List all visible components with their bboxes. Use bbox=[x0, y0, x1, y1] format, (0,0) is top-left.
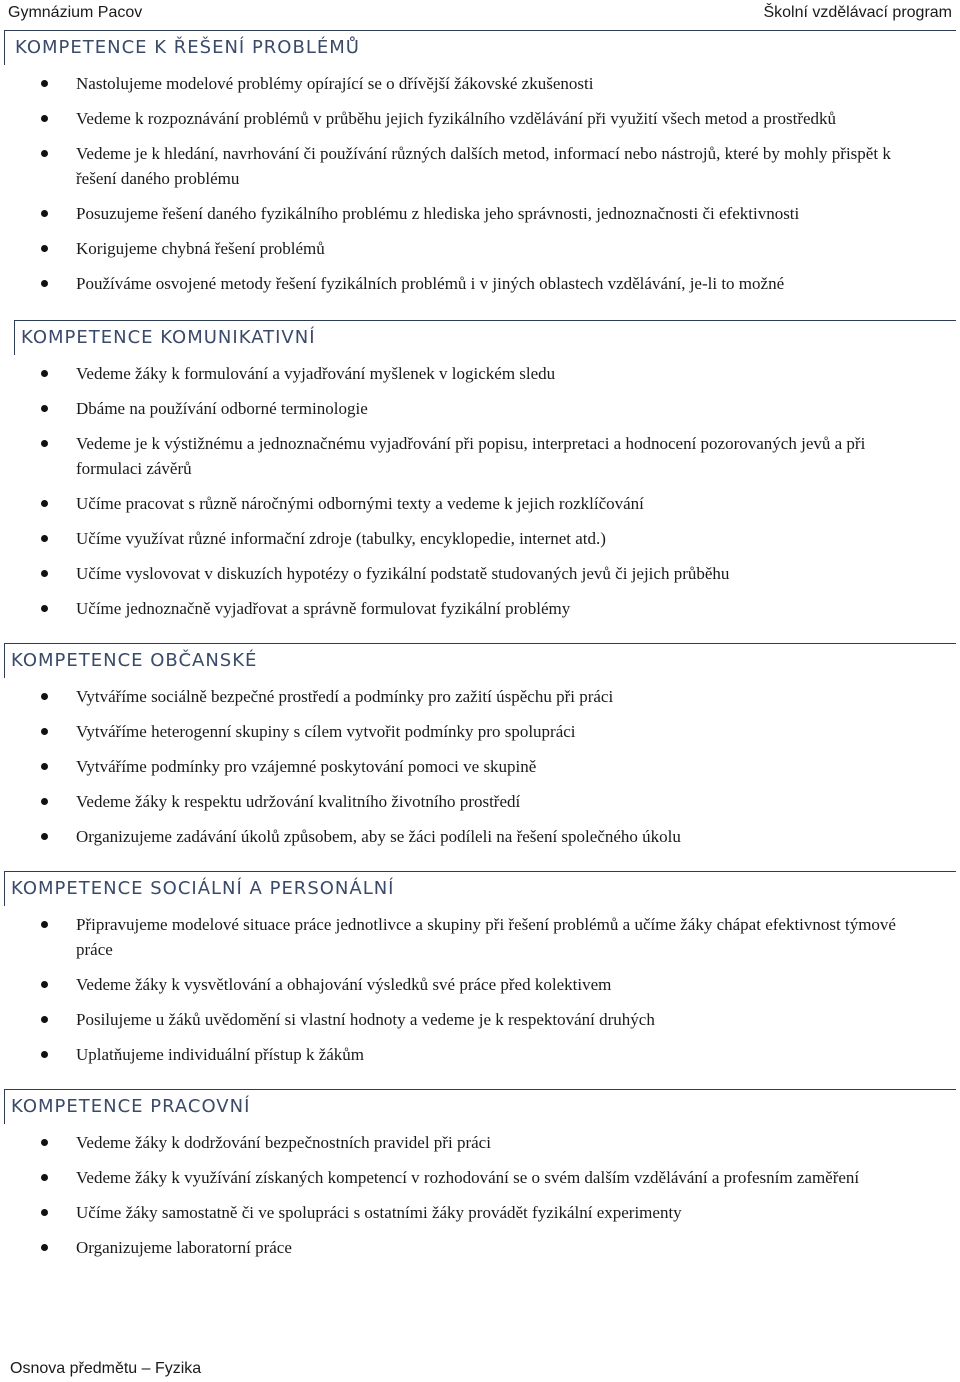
bullet-icon bbox=[41, 1244, 48, 1251]
section-heading: KOMPETENCE K ŘEŠENÍ PROBLÉMŮ bbox=[4, 30, 956, 65]
bullet-icon bbox=[41, 1209, 48, 1216]
list-item: Učíme vyslovovat v diskuzích hypotézy o fyzikální podstatě studovaných jevů či jejich průběhu bbox=[0, 561, 960, 586]
list-item: Vedeme žáky k dodržování bezpečnostních pravidel při práci bbox=[0, 1130, 960, 1155]
bullet-icon bbox=[41, 440, 48, 447]
bullet-icon bbox=[41, 500, 48, 507]
bullet-icon bbox=[41, 570, 48, 577]
document-body bbox=[0, 25, 960, 1270]
bullet-icon bbox=[41, 210, 48, 217]
section-social-personal bbox=[0, 871, 960, 1067]
bullet-icon bbox=[41, 280, 48, 287]
program-name: Školní vzdělávací program bbox=[763, 4, 952, 21]
list-item: Připravujeme modelové situace práce jednotlivce a skupiny při řešení problémů a učíme žáky chápat efektivnost týmové práce bbox=[0, 912, 960, 962]
list-item: Používáme osvojené metody řešení fyzikálních problémů i v jiných oblastech vzdělávání, je-li to možné bbox=[0, 271, 960, 296]
bullet-icon bbox=[41, 833, 48, 840]
list-item: Vedeme je k hledání, navrhování či používání různých dalších metod, informací nebo nástrojů, které by mohly přispět k řešení daného problému bbox=[0, 141, 960, 191]
list-item: Uplatňujeme individuální přístup k žákům bbox=[0, 1042, 960, 1067]
section-heading: KOMPETENCE OBČANSKÉ bbox=[4, 643, 956, 678]
list-item: Vedeme k rozpoznávání problémů v průběhu jejich fyzikálního vzdělávání při využití všech metod a prostředků bbox=[0, 106, 960, 131]
list-item: Vytváříme podmínky pro vzájemné poskytování pomoci ve skupině bbox=[0, 754, 960, 779]
bullet-icon bbox=[41, 1016, 48, 1023]
list-item: Vedeme je k výstižnému a jednoznačnému vyjadřování při popisu, interpretaci a hodnocení pozorovaných jevů a při formulaci závěrů bbox=[0, 431, 960, 481]
bullet-icon bbox=[41, 798, 48, 805]
bullet-icon bbox=[41, 245, 48, 252]
bullet-icon bbox=[41, 535, 48, 542]
list-item: Organizujeme laboratorní práce bbox=[0, 1235, 960, 1260]
item-list bbox=[0, 684, 960, 849]
list-item: Učíme žáky samostatně či ve spolupráci s ostatními žáky provádět fyzikální experimenty bbox=[0, 1200, 960, 1225]
list-item: Vedeme žáky k využívání získaných kompetencí v rozhodování se o svém dalším vzdělávání a profesním zaměření bbox=[0, 1165, 960, 1190]
bullet-icon bbox=[41, 763, 48, 770]
section-heading: KOMPETENCE SOCIÁLNÍ A PERSONÁLNÍ bbox=[4, 871, 956, 906]
page-header bbox=[8, 0, 952, 24]
item-list bbox=[0, 361, 960, 621]
section-communicative bbox=[0, 320, 960, 621]
bullet-icon bbox=[41, 370, 48, 377]
bullet-icon bbox=[41, 1139, 48, 1146]
list-item: Posilujeme u žáků uvědomění si vlastní hodnoty a vedeme je k respektování druhých bbox=[0, 1007, 960, 1032]
bullet-icon bbox=[41, 693, 48, 700]
bullet-icon bbox=[41, 981, 48, 988]
item-list bbox=[0, 912, 960, 1067]
list-item: Vytváříme heterogenní skupiny s cílem vytvořit podmínky pro spolupráci bbox=[0, 719, 960, 744]
list-item: Organizujeme zadávání úkolů způsobem, aby se žáci podíleli na řešení společného úkolu bbox=[0, 824, 960, 849]
section-heading: KOMPETENCE KOMUNIKATIVNÍ bbox=[14, 320, 956, 355]
page-footer: Osnova předmětu – Fyzika bbox=[10, 1360, 202, 1377]
bullet-icon bbox=[41, 115, 48, 122]
list-item: Učíme pracovat s různě náročnými odbornými texty a vedeme k jejich rozklíčování bbox=[0, 491, 960, 516]
bullet-icon bbox=[41, 605, 48, 612]
bullet-icon bbox=[41, 405, 48, 412]
item-list bbox=[0, 71, 960, 296]
list-item: Vedeme žáky k respektu udržování kvalitního životního prostředí bbox=[0, 789, 960, 814]
section-civic bbox=[0, 643, 960, 849]
bullet-icon bbox=[41, 150, 48, 157]
list-item: Učíme jednoznačně vyjadřovat a správně formulovat fyzikální problémy bbox=[0, 596, 960, 621]
bullet-icon bbox=[41, 1174, 48, 1181]
list-item: Nastolujeme modelové problémy opírající se o dřívější žákovské zkušenosti bbox=[0, 71, 960, 96]
bullet-icon bbox=[41, 80, 48, 87]
list-item: Dbáme na používání odborné terminologie bbox=[0, 396, 960, 421]
list-item: Vedeme žáky k formulování a vyjadřování myšlenek v logickém sledu bbox=[0, 361, 960, 386]
section-problem-solving bbox=[0, 30, 960, 296]
list-item: Korigujeme chybná řešení problémů bbox=[0, 236, 960, 261]
item-list bbox=[0, 1130, 960, 1260]
bullet-icon bbox=[41, 728, 48, 735]
list-item: Posuzujeme řešení daného fyzikálního problému z hlediska jeho správnosti, jednoznačnosti či efektivnosti bbox=[0, 201, 960, 226]
bullet-icon bbox=[41, 1051, 48, 1058]
section-heading: KOMPETENCE PRACOVNÍ bbox=[4, 1089, 956, 1124]
bullet-icon bbox=[41, 921, 48, 928]
list-item: Vytváříme sociálně bezpečné prostředí a podmínky pro zažití úspěchu při práci bbox=[0, 684, 960, 709]
section-work bbox=[0, 1089, 960, 1260]
list-item: Vedeme žáky k vysvětlování a obhajování výsledků své práce před kolektivem bbox=[0, 972, 960, 997]
list-item: Učíme využívat různé informační zdroje (tabulky, encyklopedie, internet atd.) bbox=[0, 526, 960, 551]
school-name: Gymnázium Pacov bbox=[8, 4, 143, 21]
